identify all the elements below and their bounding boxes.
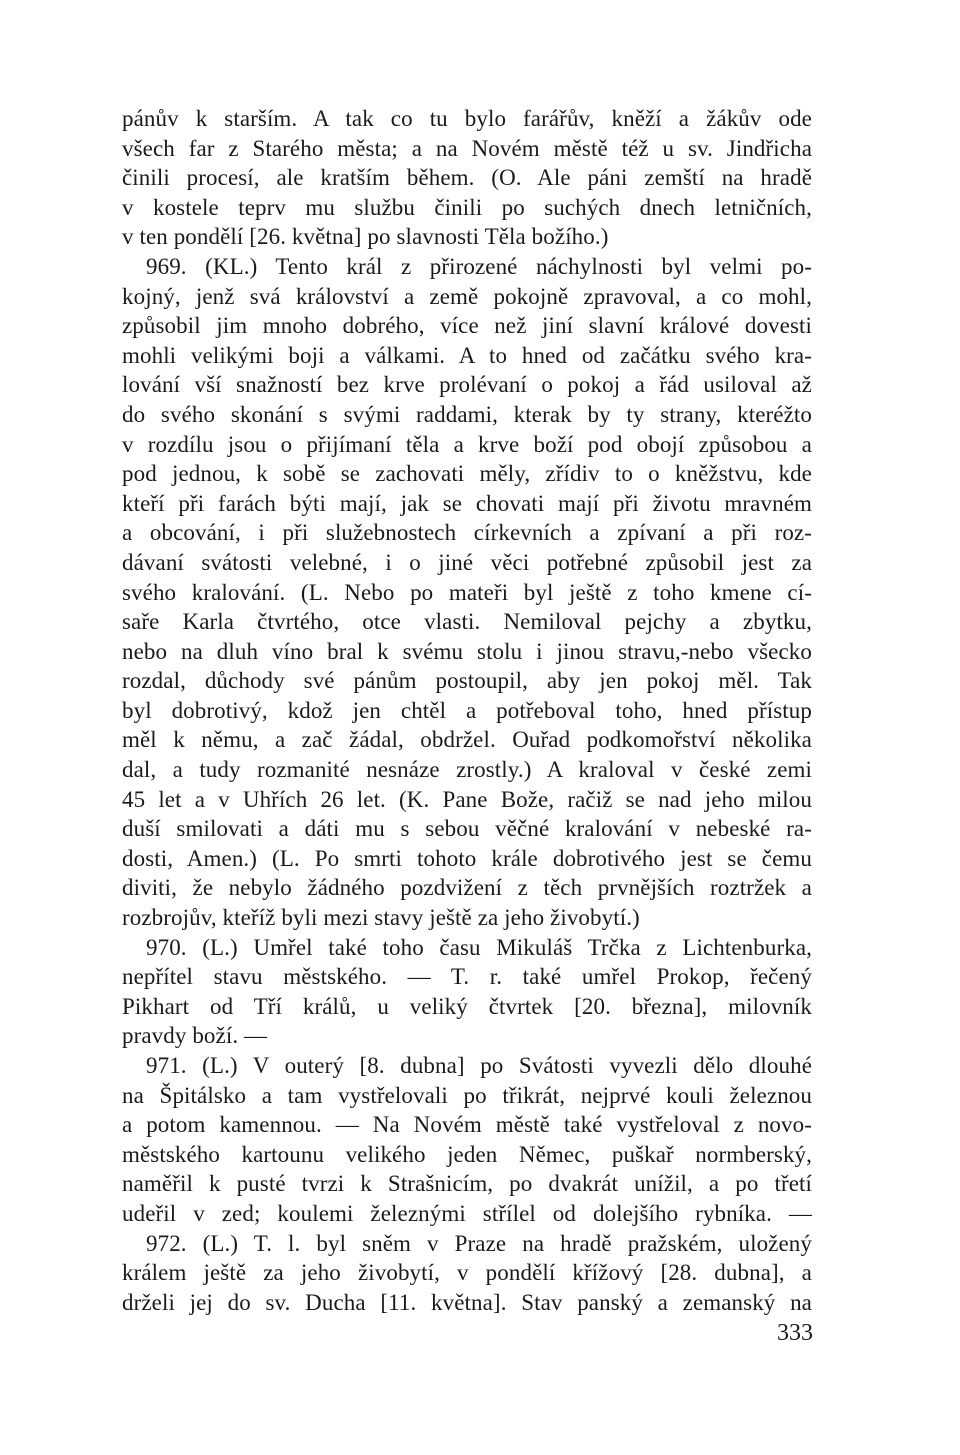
text-line: mohli velikými boji a válkami. A to hned od začátku svého kra- [122, 342, 812, 368]
text-line: měl k němu, a zač žádal, obdržel. Ouřad podkomořství několika [122, 727, 812, 753]
text-line: a obcování, i při služebnostech církevních a zpívaní a při roz- [122, 520, 812, 546]
text-line: způsobil jim mnoho dobrého, více než jiní slavní králové dovesti [122, 313, 812, 339]
text-line: a potom kamennou. — Na Novém městě také vystřeloval z novo- [122, 1112, 812, 1138]
text-line: 970. (L.) Umřel také toho času Mikuláš Trčka z Lichtenburka, [146, 934, 812, 960]
text-line: naměřil k pusté tvrzi k Strašnicím, po dvakrát unížil, a po třetí [122, 1171, 812, 1197]
text-line: 972. (L.) T. l. byl sněm v Praze na hradě pražském, uložený [146, 1230, 812, 1256]
text-line: svého kralování. (L. Nebo po mateři byl ještě z toho kmene cí- [122, 579, 812, 605]
text-line: činili procesí, ale kratším během. (O. Ale páni zemští na hradě [122, 165, 812, 191]
text-line: rozbrojův, kteříž byli mezi stavy ještě za jeho živobytí.) [122, 905, 640, 931]
text-line: dávaní svátosti velebné, i o jiné věci potřebné způsobil jest za [122, 549, 812, 575]
text-line: drželi jej do sv. Ducha [11. května]. Stav panský a zemanský na [122, 1289, 812, 1315]
text-line: duší smilovati a dáti mu s sebou věčné kralování v nebeské ra- [122, 816, 812, 842]
text-line: diviti, že nebylo žádného pozdvižení z těch prvnějších roztržek a [122, 875, 812, 901]
text-line: 45 let a v Uhřích 26 let. (K. Pane Bože, račiž se nad jeho milou [122, 786, 812, 812]
text-line: rozdal, důchody své pánům postoupil, aby jen pokoj měl. Tak [122, 668, 812, 694]
page-number: 333 [777, 1320, 813, 1346]
text-line: v rozdílu jsou o přijímaní těla a krve boží pod obojí způsobou a [122, 431, 812, 457]
text-line: udeřil v zed; koulemi železnými střílel od dolejšího rybníka. — [122, 1200, 812, 1226]
text-line: dal, a tudy rozmanité nesnáze zrostly.) A kraloval v české zemi [122, 757, 812, 783]
text-line: králem ještě za jeho živobytí, v pondělí křížový [28. dubna], a [122, 1260, 812, 1286]
text-line: v ten pondělí [26. května] po slavnosti Těla božího.) [122, 224, 609, 250]
body-text [122, 104, 812, 1317]
text-line: dosti, Amen.) (L. Po smrti tohoto krále dobrotivého jest se čemu [122, 845, 812, 871]
text-line: lování vší snažností bez krve prolévaní o pokoj a řád usiloval až [122, 372, 812, 398]
text-line: kojný, jenž svá království a země pokojně zpravoval, a co mohl, [122, 283, 812, 309]
text-line: pánův k starším. A tak co tu bylo farářův, kněží a žákův ode [122, 106, 812, 131]
text-line: 969. (KL.) Tento král z přirozené náchylnosti byl velmi po- [146, 253, 812, 279]
text-line: kteří při farách býti mají, jak se chovati mají při životu mravném [122, 490, 812, 516]
text-line: na Špitálsko a tam vystřelovali po třikrát, nejprvé kouli železnou [122, 1082, 812, 1108]
text-line: do svého skonání s svými raddami, kterak by ty strany, kteréžto [122, 401, 812, 427]
text-line: pod jednou, k sobě se zachovati měly, zřídiv to o kněžstvu, kde [122, 461, 812, 487]
text-line: pravdy boží. — [122, 1023, 268, 1049]
text-line: městského kartounu velikého jeden Němec, puškař normberský, [122, 1141, 812, 1167]
text-line: 971. (L.) V outerý [8. dubna] po Svátosti vyvezli dělo dlouhé [146, 1053, 812, 1078]
text-line: nebo na dluh víno bral k svému stolu i jinou stravu,-nebo všecko [122, 638, 812, 664]
text-line: nepřítel stavu městského. — T. r. také umřel Prokop, řečený [122, 964, 812, 990]
text-line: všech far z Starého města; a na Novém městě též u sv. Jindřicha [122, 135, 812, 161]
text-line: saře Karla čtvrtého, otce vlasti. Nemiloval pejchy a zbytku, [122, 609, 812, 635]
text-line: v kostele teprv mu službu činili po suchých dnech letničních, [122, 194, 812, 220]
text-line: Pikhart od Tří králů, u veliký čtvrtek [20. března], milovník [122, 993, 812, 1019]
text-line: byl dobrotivý, kdož jen chtěl a potřeboval toho, hned přístup [122, 697, 812, 723]
